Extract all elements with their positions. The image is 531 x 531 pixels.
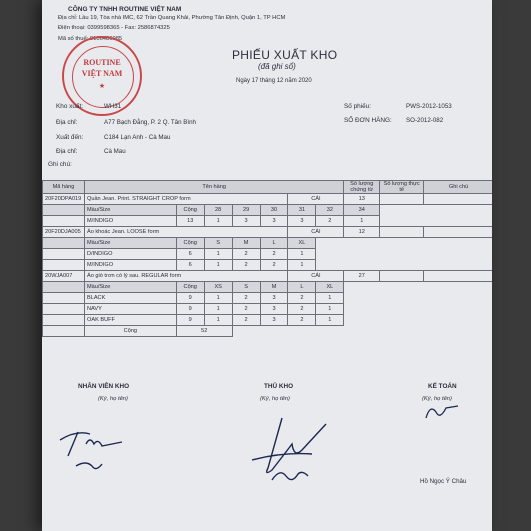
header-name: Tên hàng	[84, 181, 343, 194]
warehouse-label: Kho xuất:	[56, 103, 84, 110]
size-row-value: 1	[204, 315, 232, 326]
size-row-value: 1	[204, 304, 232, 315]
company-tax-code: Mã số thuế: 0106486985	[58, 36, 123, 42]
table-header-row	[43, 181, 493, 194]
size-header-row	[43, 238, 493, 249]
size-row-value: 3	[260, 304, 288, 315]
size-header-color: Màu/Size	[84, 205, 176, 216]
item-unit: CÁI	[288, 227, 344, 238]
header-note: Ghi chú	[424, 181, 492, 194]
size-row-value: 9	[176, 304, 204, 315]
signature-staff-title: NHÂN VIÊN KHO	[78, 383, 130, 390]
document-title: PHIẾU XUẤT KHO	[232, 48, 338, 62]
size-row	[43, 315, 493, 326]
size-row-color: BLACK	[84, 293, 176, 304]
item-name: Quần Jean. Print. STRAIGHT CROP form	[84, 194, 288, 205]
item-note	[424, 227, 492, 238]
size-row-value: 1	[316, 315, 344, 326]
size-row	[43, 216, 493, 227]
spacer-cell	[43, 326, 85, 337]
size-row-color: NAVY	[84, 304, 176, 315]
accountant-name: Hồ Ngọc Ý Châu	[420, 478, 467, 485]
size-row-value: 2	[232, 293, 260, 304]
spacer-cell	[43, 293, 85, 304]
size-row-value: 6	[176, 260, 204, 271]
stamp-star-icon: ★	[98, 83, 106, 90]
size-header-cell: M	[232, 238, 260, 249]
item-qty-actual	[380, 271, 424, 282]
export-to-label: Xuất đến:	[56, 134, 84, 141]
item-qty-docs: 27	[344, 271, 380, 282]
size-row-value: 2	[232, 260, 260, 271]
address2-label: Địa chỉ:	[56, 148, 78, 155]
size-row-value: 3	[260, 315, 288, 326]
size-header-cell: M	[260, 282, 288, 293]
size-row-value: 2	[288, 315, 316, 326]
spacer-cell	[43, 260, 85, 271]
size-row-value: 1	[204, 249, 232, 260]
total-value: 52	[176, 326, 232, 337]
size-row-value: 2	[232, 249, 260, 260]
company-phone: Điện thoại: 0399598365 - Fax: 2586874325	[58, 25, 170, 31]
size-header-cell: Cộng	[176, 238, 204, 249]
item-name: Áo khoác Jean. LOOSE form	[84, 227, 288, 238]
size-header-cell: XL	[316, 282, 344, 293]
size-header-color: Màu/Size	[84, 282, 176, 293]
items-table	[42, 180, 492, 337]
size-row-value: 1	[288, 260, 316, 271]
size-row	[43, 260, 493, 271]
item-row	[43, 194, 493, 205]
item-note	[424, 271, 492, 282]
header-qty-docs: Số lượng chứng từ	[344, 181, 380, 194]
size-row-value: 3	[260, 293, 288, 304]
item-code: 20F20DJA005	[43, 227, 85, 238]
stamp-line2: VIỆT NAM	[81, 69, 123, 78]
address-value: A77 Bạch Đằng, P. 2 Q. Tân Bình	[104, 119, 196, 126]
size-row-value: 1	[344, 216, 380, 227]
size-row-value: 1	[288, 249, 316, 260]
item-name: Áo gió trơn có lý sau. REGULAR form	[84, 271, 288, 282]
note-label: Ghi chú:	[48, 161, 72, 168]
size-header-cell: 29	[232, 205, 260, 216]
spacer-cell	[43, 282, 85, 293]
document-subtitle: (đã ghi sổ)	[258, 62, 296, 71]
size-header-color: Màu/Size	[84, 238, 176, 249]
size-row-value: 3	[260, 216, 288, 227]
size-row-value: 1	[316, 304, 344, 315]
size-header-row	[43, 282, 493, 293]
staff-signature-icon	[56, 420, 136, 480]
signature-keeper-hint: (Ký, họ tên)	[260, 396, 290, 402]
size-row-value: 2	[288, 293, 316, 304]
size-header-cell: L	[260, 238, 288, 249]
item-row	[43, 227, 493, 238]
stamp-line1: ROUTINE	[83, 58, 121, 67]
spacer-cell	[43, 238, 85, 249]
size-row-value: 2	[232, 304, 260, 315]
spacer-cell	[43, 304, 85, 315]
size-row-value: 1	[204, 293, 232, 304]
spacer-cell	[43, 249, 85, 260]
item-unit: CÁI	[288, 194, 344, 205]
size-row-value: 2	[260, 249, 288, 260]
size-row-value: 1	[316, 293, 344, 304]
item-note	[424, 194, 492, 205]
size-row-color: OAK BUFF	[84, 315, 176, 326]
spacer-cell	[43, 315, 85, 326]
size-header-cell: 31	[288, 205, 316, 216]
item-qty-docs: 13	[344, 194, 380, 205]
voucher-label: Số phiếu:	[344, 103, 372, 110]
document-date: Ngày 17 tháng 12 năm 2020	[236, 78, 312, 84]
size-row-value: 3	[232, 216, 260, 227]
order-value: SO-2012-082	[406, 117, 444, 124]
size-header-cell: XS	[204, 282, 232, 293]
size-header-cell: Cộng	[176, 205, 204, 216]
size-row-value: 1	[204, 216, 232, 227]
document-page	[42, 0, 492, 531]
header-code: Mã hàng	[43, 181, 85, 194]
spacer-cell	[43, 216, 85, 227]
size-row-value: 2	[232, 315, 260, 326]
item-unit: CÁI	[288, 271, 344, 282]
size-header-cell: 28	[204, 205, 232, 216]
size-row-value: 13	[176, 216, 204, 227]
accountant-signature-icon	[418, 398, 478, 428]
warehouse-value: WH31	[104, 103, 122, 110]
voucher-value: PWS-2012-1053	[406, 103, 452, 110]
size-row-value: 2	[316, 216, 344, 227]
size-header-row	[43, 205, 493, 216]
size-row	[43, 304, 493, 315]
size-header-cell: 34	[344, 205, 380, 216]
signature-accountant-title: KẾ TOÁN	[428, 383, 457, 390]
total-row	[43, 326, 493, 337]
size-row-value: 2	[288, 304, 316, 315]
size-header-cell: XL	[288, 238, 316, 249]
size-row-value: 3	[288, 216, 316, 227]
size-row-color: M/INDIGO	[84, 260, 176, 271]
size-header-cell: Cộng	[176, 282, 204, 293]
size-row-value: 9	[176, 315, 204, 326]
item-code: 20WJA007	[43, 271, 85, 282]
item-code: 20F20DPA019	[43, 194, 85, 205]
item-row	[43, 271, 493, 282]
items-table-body	[43, 181, 493, 337]
address2-value: Cà Mau	[104, 148, 126, 155]
spacer-cell	[43, 205, 85, 216]
size-row	[43, 293, 493, 304]
size-row-color: D/INDIGO	[84, 249, 176, 260]
size-row-value: 2	[260, 260, 288, 271]
size-header-cell: L	[288, 282, 316, 293]
total-label: Cộng	[84, 326, 176, 337]
signature-accountant-hint: (Ký, họ tên)	[422, 396, 452, 402]
size-header-cell: S	[204, 238, 232, 249]
size-header-cell: 30	[260, 205, 288, 216]
header-qty-actual: Số lượng thực tế	[380, 181, 424, 194]
size-header-cell: 32	[316, 205, 344, 216]
company-address: Địa chỉ: Lầu 19, Tòa nhà IMC, 62 Trần Quang Khải, Phường Tân Định, Quận 1, TP HCM	[58, 15, 286, 21]
signature-keeper-title: THỦ KHO	[264, 383, 294, 390]
size-header-cell: S	[232, 282, 260, 293]
item-qty-actual	[380, 227, 424, 238]
keeper-signature-icon	[242, 410, 332, 490]
export-to-value: C184 Lạn Anh - Cà Mau	[104, 134, 171, 141]
order-label: SỐ ĐƠN HÀNG:	[344, 117, 392, 124]
size-row-color: M/INDIGO	[84, 216, 176, 227]
size-row-value: 9	[176, 293, 204, 304]
size-row-value: 6	[176, 249, 204, 260]
size-row	[43, 249, 493, 260]
signature-staff-hint: (Ký, họ tên)	[98, 396, 128, 402]
size-row-value: 1	[204, 260, 232, 271]
item-qty-actual	[380, 194, 424, 205]
company-name: CÔNG TY TNHH ROUTINE VIỆT NAM	[68, 6, 182, 13]
address-label: Địa chỉ:	[56, 119, 78, 126]
item-qty-docs: 12	[344, 227, 380, 238]
